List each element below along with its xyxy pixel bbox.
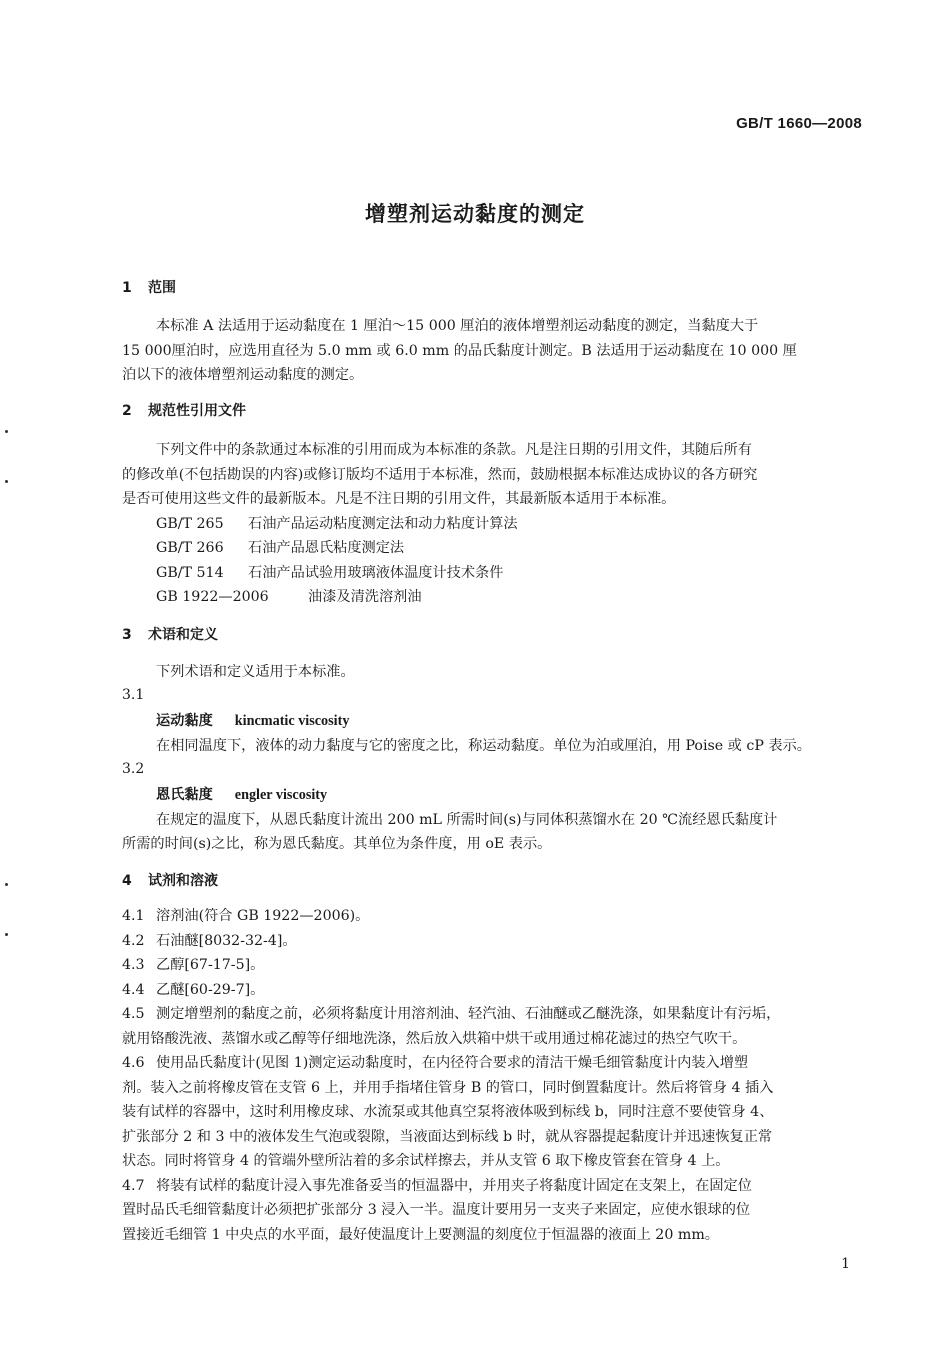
- section-3-intro: [122, 660, 864, 685]
- clause-line: [122, 1051, 864, 1076]
- reference-title: 石油产品试验用玻璃液体温度计技术条件: [248, 564, 504, 581]
- item-text: 石油醚[8032-32-4]。: [156, 932, 297, 949]
- reference-item: [122, 585, 864, 610]
- reference-item: [122, 536, 864, 561]
- reference-item: [122, 512, 864, 537]
- reference-item: [122, 561, 864, 586]
- document-title: 增塑剂运动黏度的测定: [365, 202, 585, 226]
- section-1-body: [122, 314, 864, 388]
- term-line: [122, 783, 864, 808]
- paragraph-line: 在相同温度下，液体的动力黏度与它的密度之比，称运动黏度。单位为泊或厘泊，用 Poise 或 cP 表示。: [156, 737, 811, 754]
- paragraph-line: 下列术语和定义适用于本标准。: [156, 664, 355, 680]
- item-number: 4.3: [122, 957, 145, 973]
- section-1-heading: [122, 277, 176, 299]
- term-english: engler viscosity: [234, 787, 328, 803]
- paragraph-line: 在规定的温度下，从恩氏黏度计流出 200 mL 所需时间(s)与同体积蒸馏水在 20 ℃流经恩氏黏度计: [156, 811, 778, 828]
- term-chinese: 恩氏黏度: [156, 787, 213, 803]
- section-number: 3: [122, 627, 132, 643]
- section-number: 4: [122, 873, 132, 889]
- item-number: 4.7: [122, 1177, 145, 1194]
- reference-title: 石油产品恩氏粘度测定法: [248, 540, 405, 556]
- section-number: 1: [122, 280, 132, 296]
- section-number: 2: [122, 403, 132, 419]
- reference-title: 石油产品运动粘度测定法和动力粘度计算法: [248, 515, 518, 532]
- clause-line: [122, 1174, 864, 1199]
- section-title: 试剂和溶液: [148, 873, 218, 889]
- item-number: 4.6: [122, 1055, 145, 1071]
- section-4-heading: [122, 870, 218, 892]
- term-line: [122, 709, 864, 734]
- paragraph-line: 剂。装入之前将橡皮管在支管 6 上，并用手指堵住管身 B 的管口，同时倒置黏度计。然后将管身 4 插入: [122, 1079, 774, 1096]
- paragraph-line: 泊以下的液体增塑剂运动黏度的测定。: [122, 367, 364, 383]
- paragraph-line: 是否可使用这些文件的最新版本。凡是不注日期的引用文件，其最新版本适用于本标准。: [122, 491, 676, 507]
- standard-number: GB/T 1660—2008: [736, 115, 862, 132]
- clause-3-1-number: 3.1: [122, 687, 145, 703]
- term-english: kincmatic viscosity: [234, 713, 350, 729]
- list-item: [122, 904, 864, 929]
- clause-3-1-body: [122, 709, 864, 758]
- list-item: [122, 929, 864, 954]
- section-title: 术语和定义: [148, 627, 218, 643]
- paragraph-line: 的修改单(不包括勘误的内容)或修订版均不适用于本标准，然而，鼓励根据本标准达成协议的各方研究: [122, 466, 758, 483]
- scan-dot: [5, 480, 8, 483]
- section-title: 范围: [148, 280, 176, 296]
- paragraph-line: 扩张部分 2 和 3 中的液体发生气泡或裂隙，当液面达到标线 b 时，就从容器提起黏度计并迅速恢复正常: [122, 1128, 773, 1145]
- clause-3-2-number: 3.2: [122, 761, 145, 777]
- paragraph-line: 置接近毛细管 1 中央点的水平面，最好使温度计上要测温的刻度位于恒温器的液面上 20 mm。: [122, 1226, 719, 1243]
- section-3-heading: [122, 624, 218, 646]
- item-text: 将装有试样的黏度计浸入事先准备妥当的恒温器中，并用夹子将黏度计固定在支架上，在固定位: [156, 1177, 752, 1194]
- list-item: [122, 978, 864, 1003]
- paragraph-line: 本标准 A 法适用于运动黏度在 1 厘泊～15 000 厘泊的液体增塑剂运动黏度的测定，当黏度大于: [156, 318, 759, 334]
- item-text: 溶剂油(符合 GB 1922—2006)。: [156, 908, 370, 924]
- paragraph-line: 置时品氏毛细管黏度计必须把扩张部分 3 浸入一半。温度计要用另一支夹子来固定，应使水银球的位: [122, 1202, 751, 1218]
- item-text: 测定增塑剂的黏度之前，必须将黏度计用溶剂油、轻汽油、石油醚或乙醚洗涤，如果黏度计有污垢，: [156, 1006, 781, 1022]
- paragraph-line: 装有试样的容器中，这时利用橡皮球、水流泵或其他真空泵将液体吸到标线 b，同时注意不要使管身 4、: [122, 1104, 774, 1120]
- item-text: 乙醚[60-29-7]。: [156, 981, 265, 998]
- list-item: [122, 953, 864, 978]
- paragraph-line: 所需的时间(s)之比，称为恩氏黏度。其单位为条件度，用 oE 表示。: [122, 836, 552, 852]
- section-4-body: [122, 904, 864, 1247]
- section-2-heading: [122, 400, 246, 422]
- item-number: 4.4: [122, 981, 145, 998]
- section-2-body: [122, 438, 864, 610]
- paragraph-line: 下列文件中的条款通过本标准的引用而成为本标准的条款。凡是注日期的引用文件，其随后所有: [156, 442, 752, 458]
- reference-code: GB 1922—2006: [156, 589, 269, 605]
- clause-line: [122, 1002, 864, 1027]
- section-title: 规范性引用文件: [148, 403, 246, 419]
- paragraph-line: 15 000厘泊时，应选用直径为 5.0 mm 或 6.0 mm 的品氏黏度计测定。B 法适用于运动黏度在 10 000 厘: [122, 342, 797, 359]
- reference-code: GB/T 266: [156, 540, 224, 556]
- item-number: 4.2: [122, 932, 145, 949]
- reference-code: GB/T 265: [156, 515, 224, 532]
- scan-dot: [5, 933, 8, 936]
- paragraph-line: 状态。同时将管身 4 的管端外壁所沾着的多余试样擦去，并从支管 6 取下橡皮管套在管身 4 上。: [122, 1153, 730, 1169]
- reference-code: GB/T 514: [156, 564, 224, 581]
- page-number: 1: [841, 1256, 850, 1272]
- scan-dot: [5, 883, 8, 886]
- term-chinese: 运动黏度: [156, 713, 213, 729]
- clause-3-2-body: [122, 783, 864, 857]
- item-text: 乙醇[67-17-5]。: [156, 957, 265, 973]
- item-text: 使用品氏黏度计(见图 1)测定运动黏度时，在内径符合要求的清洁干燥毛细管黏度计内装入增塑: [156, 1055, 749, 1071]
- item-number: 4.1: [122, 908, 145, 924]
- item-number: 4.5: [122, 1006, 145, 1022]
- paragraph-line: 就用铬酸洗液、蒸馏水或乙醇等仔细地洗涤，然后放入烘箱中烘干或用通过棉花滤过的热空气吹干。: [122, 1030, 747, 1047]
- reference-title: 油漆及清洗溶剂油: [308, 589, 422, 605]
- scan-dot: [5, 430, 8, 433]
